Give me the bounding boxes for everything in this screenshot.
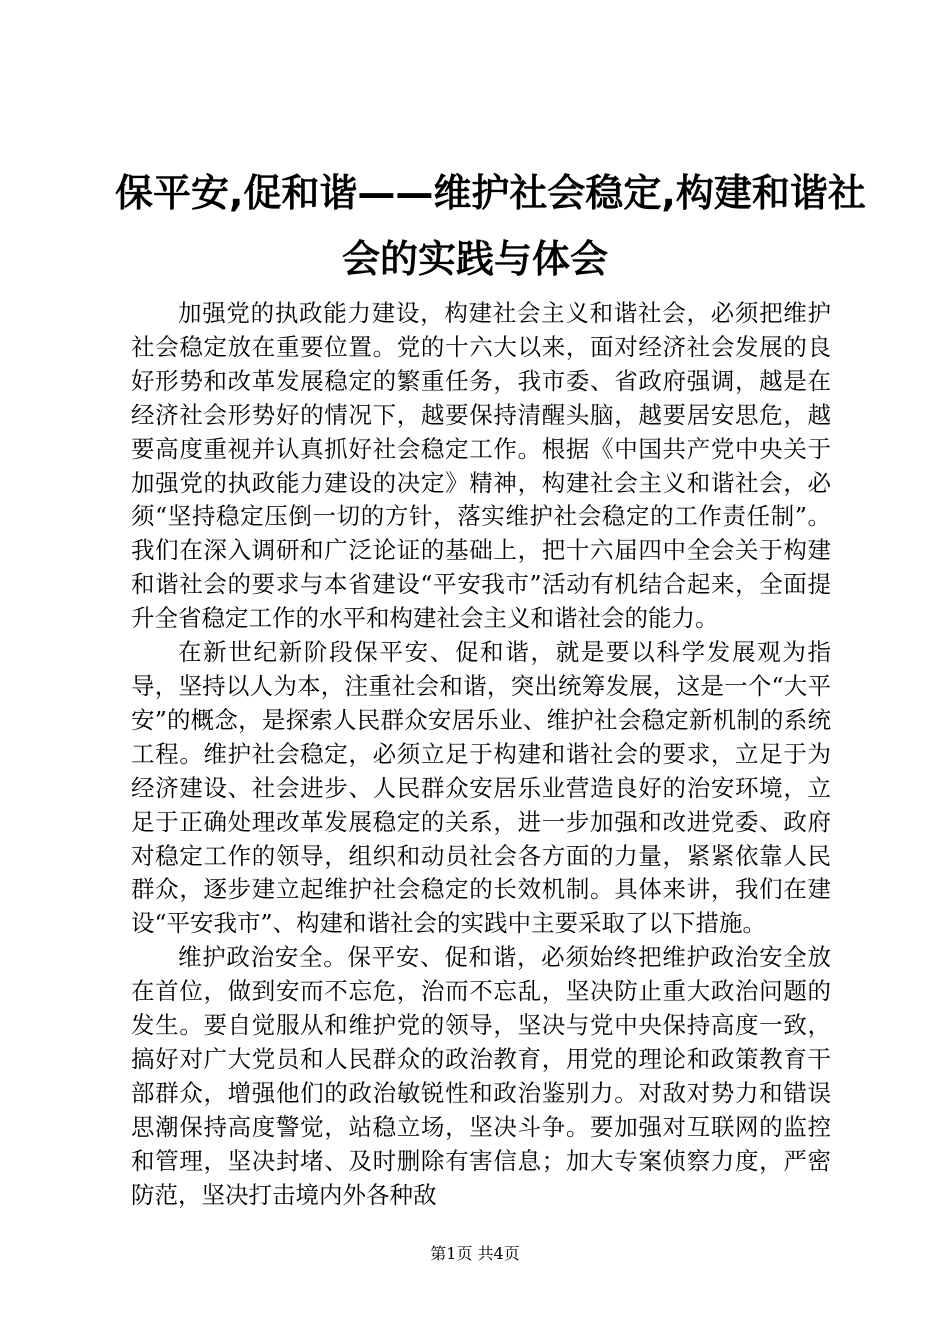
- page-footer: 第1页 共4页: [430, 1244, 520, 1263]
- title-line-2: 会的实践与体会: [341, 237, 608, 281]
- document-body: [131, 297, 831, 1212]
- title-line-1: 保平安,促和谐——维护社会稳定,构建和谐社: [115, 171, 866, 215]
- paragraph-3: 维护政治安全。保平安、促和谐，必须始终把维护政治安全放在首位，做到安而不忘危，治而不忘乱，坚决防止重大政治问题的发生。要自觉服从和维护党的领导，坚决与党中央保持高度一致，搞好对广大党员和人民群众的政治教育，用党的理论和政策教育干部群众，增强他们的政治敏锐性和政治鉴别力。对敌对势力和错误思潮保持高度警觉，站稳立场，坚决斗争。要加强对互联网的监控和管理，坚决封堵、及时删除有害信息；加大专案侦察力度，严密防范，坚决打击境内外各种敌: [131, 943, 831, 1209]
- paragraph-2: 在新世纪新阶段保平安、促和谐，就是要以科学发展观为指导，坚持以人为本，注重社会和谐，突出统筹发展，这是一个“大平安”的概念，是探索人民群众安居乐业、维护社会稳定新机制的系统工程。维护社会稳定，必须立足于构建和谐社会的要求，立足于为经济建设、社会进步、人民群众安居乐业营造良好的治安环境，立足于正确处理改革发展稳定的关系，进一步加强和改进党委、政府对稳定工作的领导，组织和动员社会各方面的力量，紧紧依靠人民群众，逐步建立起维护社会稳定的长效机制。具体来讲，我们在建设“平安我市”、构建和谐社会的实践中主要采取了以下措施。: [131, 638, 831, 938]
- document-title: [115, 160, 866, 292]
- paragraph-1: 加强党的执政能力建设，构建社会主义和谐社会，必须把维护社会稳定放在重要位置。党的十六大以来，面对经济社会发展的良好形势和改革发展稳定的繁重任务，我市委、省政府强调，越是在经济社会形势好的情况下，越要保持清醒头脑，越要居安思危，越要高度重视并认真抓好社会稳定工作。根据《中国共产党中央关于加强党的执政能力建设的决定》精神，构建社会主义和谐社会，必须“坚持稳定压倒一切的方针，落实维护社会稳定的工作责任制”。我们在深入调研和广泛论证的基础上，把十六届四中全会关于构建和谐社会的要求与本省建设“平安我市”活动有机结合起来，全面提升全省稳定工作的水平和构建社会主义和谐社会的能力。: [131, 299, 831, 633]
